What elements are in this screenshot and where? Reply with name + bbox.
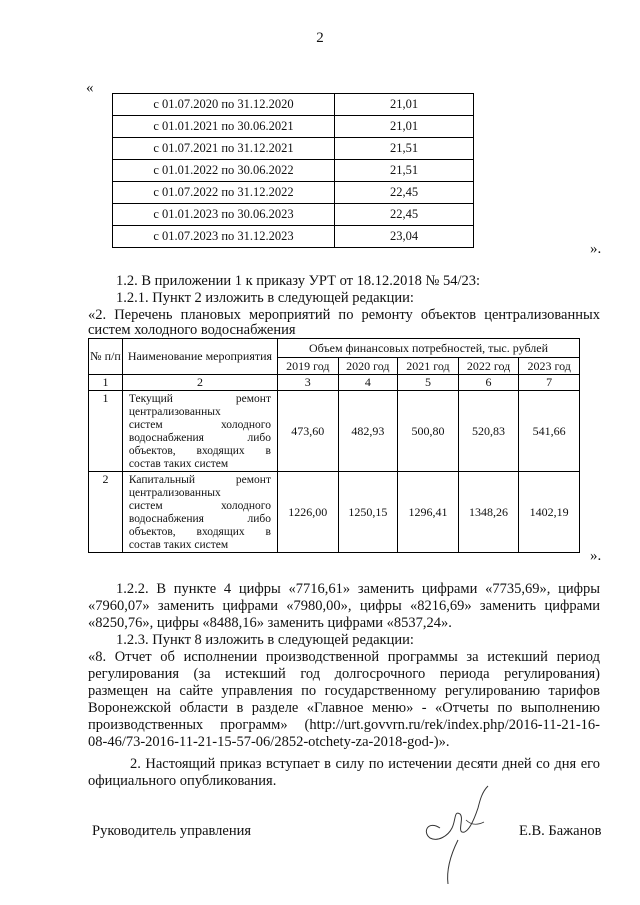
works-row (89, 472, 580, 553)
para-1-2-2-line2: «7960,07» заменить цифрами «7980,00», цифры «8216,69» заменить цифрами (88, 598, 600, 614)
para-1-2-2-line3: «8250,76», цифры «8488,16» заменить цифрами «8537,24». (88, 615, 452, 631)
column-number: 3 (277, 375, 338, 391)
work-name-line: Текущий ремонт (128, 393, 271, 405)
rates-row (113, 182, 474, 204)
work-value: 1348,26 (458, 472, 519, 553)
column-number: 7 (519, 375, 580, 391)
rate-period: с 01.01.2023 по 30.06.2023 (113, 204, 335, 226)
para-8-line2: регулирования (за истекший год долгосрочного периода регулирования) (88, 666, 600, 682)
open-quote: « (86, 80, 94, 96)
column-number: 5 (398, 375, 459, 391)
rate-period: с 01.07.2020 по 31.12.2020 (113, 94, 335, 116)
work-value: 473,60 (277, 391, 338, 472)
rate-period: с 01.07.2022 по 31.12.2022 (113, 182, 335, 204)
work-name (122, 391, 277, 472)
year-header: 2019 год (277, 358, 338, 375)
work-name-line: объектов, входящих в (128, 526, 271, 538)
rate-period: с 01.01.2021 по 30.06.2021 (113, 116, 335, 138)
work-name-line: состав таких систем (128, 539, 229, 551)
work-value: 541,66 (519, 391, 580, 472)
year-header: 2020 год (338, 358, 398, 375)
work-value: 482,93 (338, 391, 398, 472)
rates-row (113, 116, 474, 138)
work-value: 1250,15 (338, 472, 398, 553)
work-name-line: объектов, входящих в (128, 445, 271, 457)
para-8-line6: 08-46/73-2016-11-21-15-57-06/2852-otchety-za-2018-god-)». (88, 734, 450, 750)
para-8-line4: Воронежской области в разделе «Главное меню» - «Отчеты по выполнению (88, 700, 600, 716)
rate-value: 22,45 (335, 182, 474, 204)
row-number: 2 (89, 472, 123, 553)
rate-value: 21,51 (335, 138, 474, 160)
header-name: Наименование мероприятия (122, 339, 277, 375)
rate-value: 22,45 (335, 204, 474, 226)
works-table (88, 338, 580, 553)
para-1-2-3: 1.2.3. Пункт 8 изложить в следующей редакции: (116, 632, 414, 648)
work-value: 500,80 (398, 391, 459, 472)
rates-row (113, 160, 474, 182)
work-value: 520,83 (458, 391, 519, 472)
work-name-line: централизованных (128, 406, 221, 418)
work-name-line: водоснабжения либо (128, 432, 271, 444)
work-name-line: водоснабжения либо (128, 513, 271, 525)
work-name-line: Капитальный ремонт (128, 474, 271, 486)
work-value: 1296,41 (398, 472, 459, 553)
year-header: 2021 год (398, 358, 459, 375)
para-1-2-2-line1: 1.2.2. В пункте 4 цифры «7716,61» заменить цифрами «7735,69», цифры (116, 581, 600, 597)
column-number: 1 (89, 375, 123, 391)
work-value: 1402,19 (519, 472, 580, 553)
para-2-title-line2: систем холодного водоснабжения (88, 322, 296, 338)
work-name-line: централизованных (128, 487, 221, 499)
rates-row (113, 138, 474, 160)
para-2-final-line1: 2. Настоящий приказ вступает в силу по истечении десяти дней со дня его (130, 756, 600, 772)
close-quote-2: ». (590, 548, 602, 564)
signature-image (418, 780, 498, 890)
para-8-line3: размещен на сайте управления по государственному регулированию тарифов (88, 683, 600, 699)
rate-period: с 01.07.2023 по 31.12.2023 (113, 226, 335, 248)
header-volume: Объем финансовых потребностей, тыс. рублей (277, 339, 579, 358)
column-number: 4 (338, 375, 398, 391)
rate-period: с 01.01.2022 по 30.06.2022 (113, 160, 335, 182)
para-8-line5: производственных программ» (http://urt.govvrn.ru/rek/index.php/2016-11-21-16- (88, 717, 600, 733)
work-name-line: систем холодного (128, 419, 271, 431)
rate-value: 21,51 (335, 160, 474, 182)
rate-value: 21,01 (335, 94, 474, 116)
year-header: 2022 год (458, 358, 519, 375)
works-row (89, 391, 580, 472)
rates-row (113, 226, 474, 248)
rate-period: с 01.07.2021 по 31.12.2021 (113, 138, 335, 160)
close-quote-1: ». (590, 241, 602, 257)
signatory-position: Руководитель управления (92, 823, 252, 839)
year-header: 2023 год (519, 358, 580, 375)
header-num: № п/п (89, 339, 123, 375)
para-1-2: 1.2. В приложении 1 к приказу УРТ от 18.12.2018 № 54/23: (116, 273, 481, 289)
work-name-line: состав таких систем (128, 458, 229, 470)
para-2-title-line1: «2. Перечень плановых мероприятий по ремонту объектов централизованных (88, 307, 600, 323)
row-number: 1 (89, 391, 123, 472)
column-number: 2 (122, 375, 277, 391)
para-8-line1: «8. Отчет об исполнении производственной программы за истекший период (88, 649, 600, 665)
rate-value: 21,01 (335, 116, 474, 138)
signatory-name: Е.В. Бажанов (519, 823, 602, 839)
work-name (122, 472, 277, 553)
rates-row (113, 94, 474, 116)
column-number: 6 (458, 375, 519, 391)
work-name-line: систем холодного (128, 500, 271, 512)
rates-table (112, 93, 474, 248)
para-2-final-line2: официального опубликования. (88, 773, 277, 789)
work-value: 1226,00 (277, 472, 338, 553)
rates-row (113, 204, 474, 226)
para-1-2-1: 1.2.1. Пункт 2 изложить в следующей редакции: (116, 290, 414, 306)
rate-value: 23,04 (335, 226, 474, 248)
page-number: 2 (316, 30, 324, 46)
